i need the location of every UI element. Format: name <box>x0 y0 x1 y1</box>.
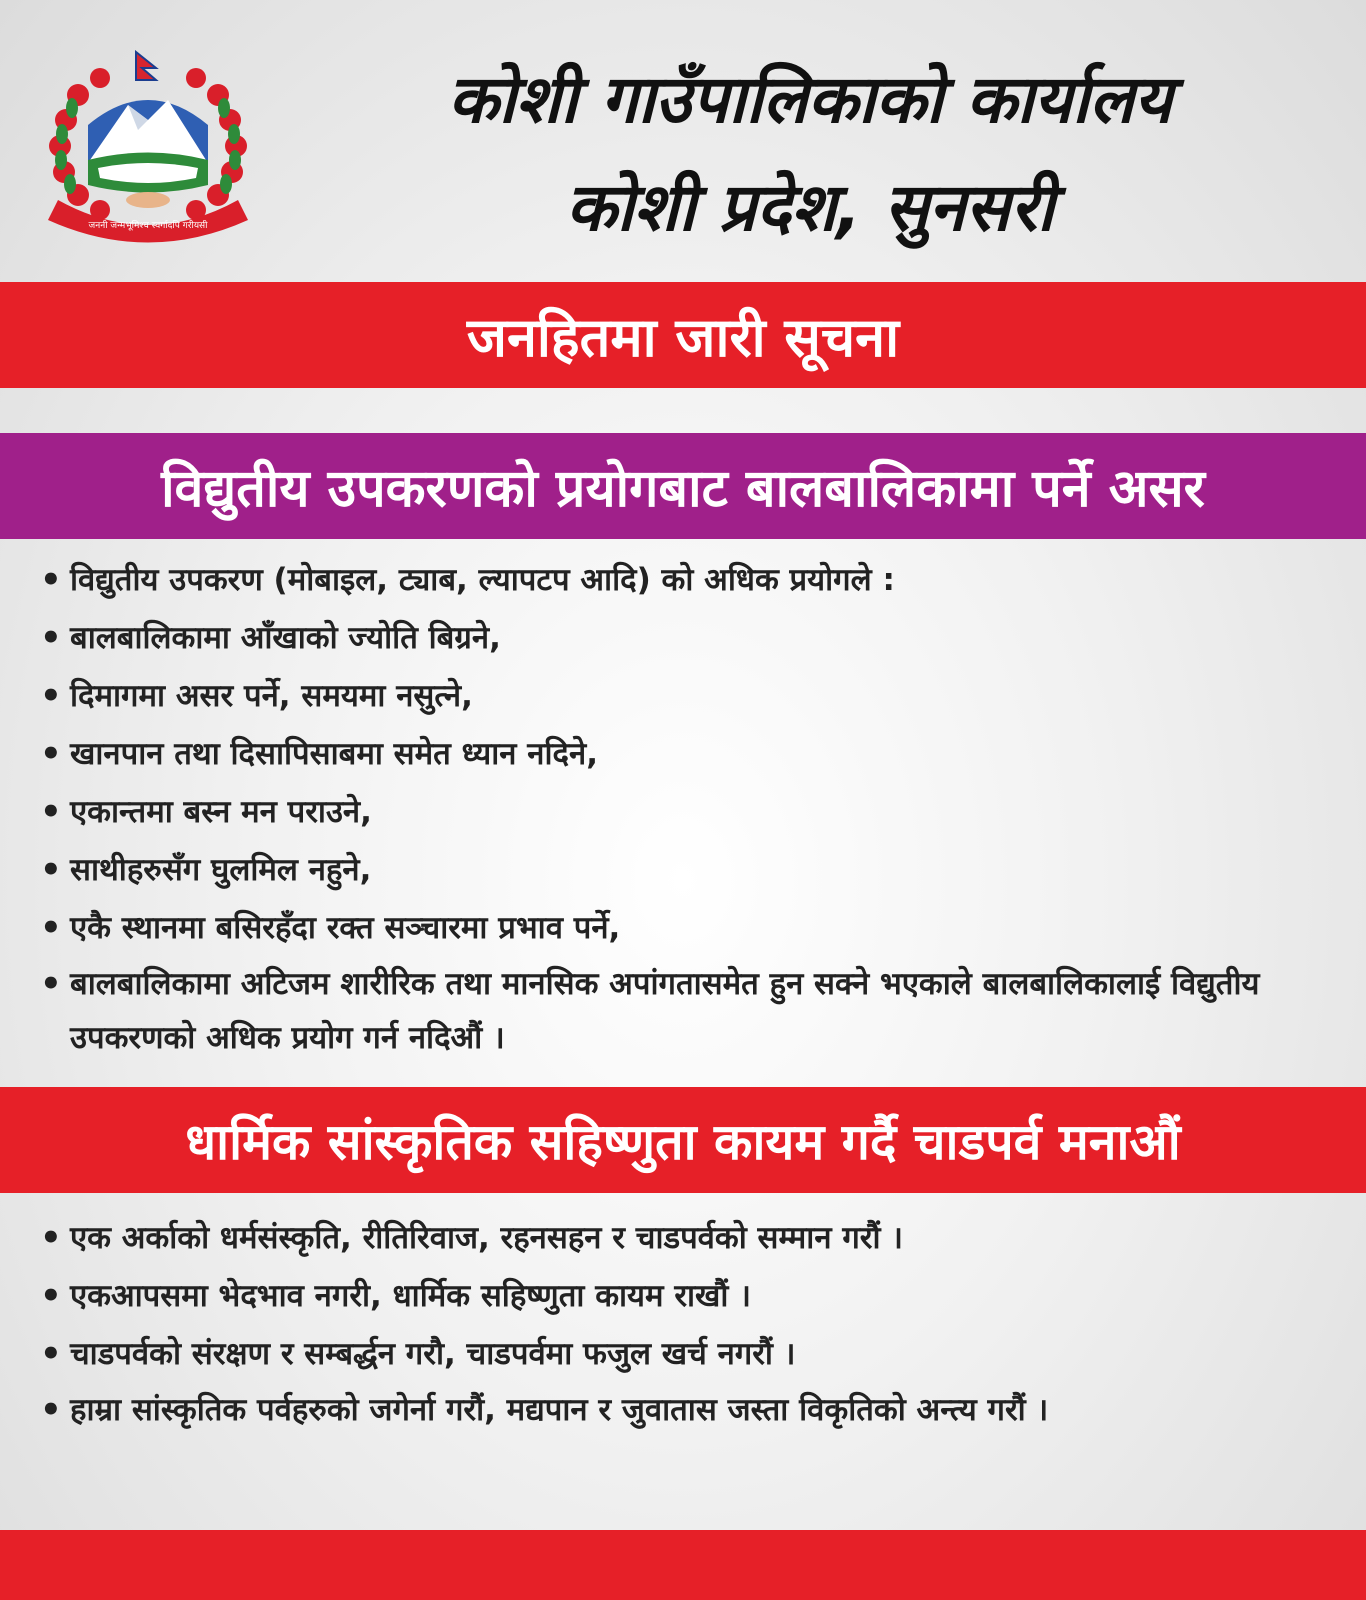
list-item: • चाडपर्वको संरक्षण र सम्बर्द्धन गरौ, चाडपर्वमा फजुल खर्च नगरौं । <box>40 1325 1330 1383</box>
list-item: • हाम्रा सांस्कृतिक पर्वहरुको जगेर्ना गरौं, मद्यपान र जुवातास जस्ता विकृतिको अन्त्य गरौं । <box>40 1383 1330 1437</box>
emblem-motto: जननी जन्मभूमिश्च स्वर्गादपि गरीयसी <box>88 221 208 231</box>
list-item: • बालबालिकामा आँखाको ज्योति बिग्रने, <box>40 609 1330 667</box>
office-location: कोशी प्रदेश, सुनसरी <box>565 169 1055 246</box>
list-item: • विद्युतीय उपकरण (मोबाइल, ट्याब, ल्यापटप आदि) को अधिक प्रयोगले : <box>40 551 1330 609</box>
list-item: • एकै स्थानमा बसिरहँदा रक्त सञ्चारमा प्रभाव पर्ने, <box>40 899 1330 957</box>
list-item: • खानपान तथा दिसापिसाबमा समेत ध्यान नदिने, <box>40 725 1330 783</box>
notice-banner: जनहितमा जारी सूचना <box>0 282 1366 388</box>
nepal-emblem-icon <box>38 50 258 250</box>
list-item: • एक अर्काको धर्मसंस्कृति, रीतिरिवाज, रहनसहन र चाडपर्वको सम्मान गरौं । <box>40 1209 1330 1267</box>
section2-heading: धार्मिक सांस्कृतिक सहिष्णुता कायम गर्दै चाडपर्व मनाऔं <box>0 1087 1366 1193</box>
list-item: • एकान्तमा बस्न मन पराउने, <box>40 783 1330 841</box>
list-item: • दिमागमा असर पर्ने, समयमा नसुत्ने, <box>40 667 1330 725</box>
section1-list <box>40 551 1330 1065</box>
footer-band <box>0 1530 1366 1600</box>
office-title: कोशी गाउँपालिकाको कार्यालय <box>447 61 1173 138</box>
section2-list <box>40 1209 1330 1437</box>
list-item: • साथीहरुसँग घुलमिल नहुने, <box>40 841 1330 899</box>
list-item: • बालबालिकामा अटिजम शारीरिक तथा मानसिक अपांगतासमेत हुन सक्ने भएकाले बालबालिकालाई विद्युतीय उपकरणको अधिक प्रयोग गर्न नदिऔं । <box>40 957 1330 1065</box>
section1-heading: विद्युतीय उपकरणको प्रयोगबाट बालबालिकामा पर्ने असर <box>0 433 1366 539</box>
list-item: • एकआपसमा भेदभाव नगरी, धार्मिक सहिष्णुता कायम राखौं । <box>40 1267 1330 1325</box>
